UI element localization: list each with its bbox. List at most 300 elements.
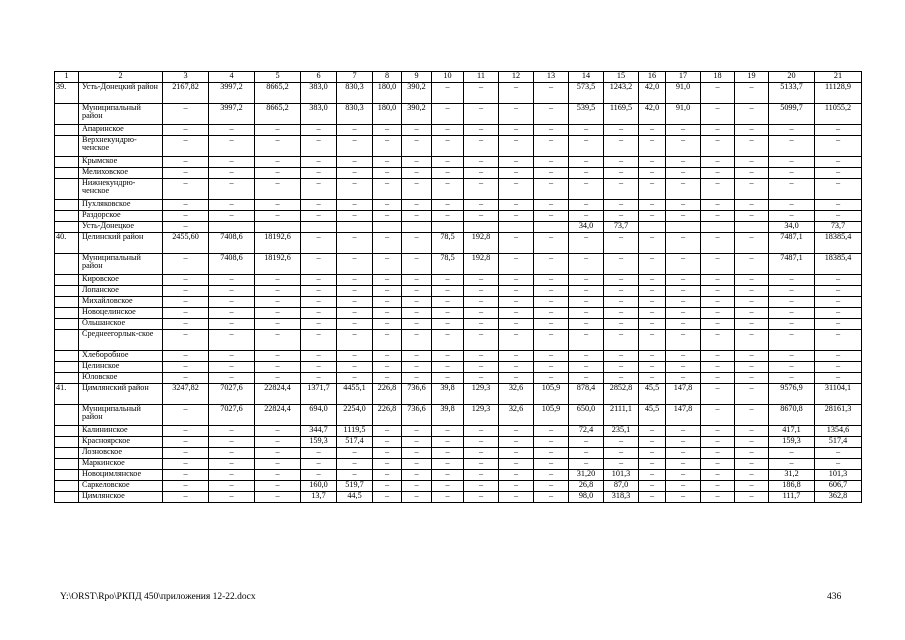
value-cell: – bbox=[534, 297, 569, 308]
value-cell: – bbox=[402, 373, 432, 384]
value-cell: – bbox=[464, 330, 499, 351]
value-cell: – bbox=[604, 136, 639, 157]
value-cell: – bbox=[499, 330, 534, 351]
territory-name: Муниципальный район bbox=[79, 405, 163, 426]
value-cell: 519,7 bbox=[337, 481, 373, 492]
value-cell: 8665,2 bbox=[255, 83, 301, 104]
territory-name: Усть-Донецкое bbox=[79, 222, 163, 233]
value-cell: – bbox=[499, 83, 534, 104]
value-cell: – bbox=[337, 351, 373, 362]
value-cell: – bbox=[815, 211, 862, 222]
value-cell: – bbox=[432, 104, 464, 125]
value-cell: – bbox=[534, 437, 569, 448]
row-number: 39. bbox=[55, 83, 79, 104]
value-cell: 539,5 bbox=[569, 104, 604, 125]
value-cell: 390,2 bbox=[402, 83, 432, 104]
value-cell: – bbox=[815, 136, 862, 157]
value-cell: 98,0 bbox=[569, 492, 604, 503]
value-cell: – bbox=[769, 275, 815, 286]
value-cell: – bbox=[604, 125, 639, 136]
value-cell: – bbox=[569, 168, 604, 179]
value-cell: – bbox=[402, 470, 432, 481]
value-cell: 32,6 bbox=[499, 384, 534, 405]
value-cell: 606,7 bbox=[815, 481, 862, 492]
value-cell: – bbox=[666, 426, 701, 437]
value-cell: – bbox=[815, 200, 862, 211]
table-row bbox=[55, 179, 862, 200]
value-cell: – bbox=[301, 297, 337, 308]
value-cell: – bbox=[373, 470, 402, 481]
value-cell: – bbox=[569, 373, 604, 384]
value-cell: – bbox=[534, 330, 569, 351]
column-header: 1 bbox=[55, 72, 79, 83]
value-cell: – bbox=[604, 254, 639, 275]
value-cell: – bbox=[402, 286, 432, 297]
table-row bbox=[55, 297, 862, 308]
territory-name: Муниципальный район bbox=[79, 254, 163, 275]
value-cell: – bbox=[769, 136, 815, 157]
value-cell: – bbox=[666, 297, 701, 308]
value-cell: – bbox=[769, 308, 815, 319]
value-cell: – bbox=[209, 157, 255, 168]
value-cell: – bbox=[301, 275, 337, 286]
value-cell: – bbox=[815, 297, 862, 308]
value-cell: – bbox=[701, 362, 735, 373]
value-cell: – bbox=[701, 373, 735, 384]
row-number bbox=[55, 104, 79, 125]
value-cell: 45,5 bbox=[639, 405, 666, 426]
table-row bbox=[55, 319, 862, 330]
value-cell: 26,8 bbox=[569, 481, 604, 492]
value-cell: – bbox=[301, 330, 337, 351]
value-cell: – bbox=[402, 297, 432, 308]
value-cell: – bbox=[701, 492, 735, 503]
column-header: 5 bbox=[255, 72, 301, 83]
row-number bbox=[55, 168, 79, 179]
value-cell: – bbox=[666, 136, 701, 157]
value-cell: – bbox=[301, 362, 337, 373]
value-cell: – bbox=[639, 459, 666, 470]
territory-name: Среднеегорлык-ское bbox=[79, 330, 163, 351]
row-number bbox=[55, 481, 79, 492]
value-cell: – bbox=[163, 200, 209, 211]
value-cell: – bbox=[815, 319, 862, 330]
value-cell: – bbox=[337, 459, 373, 470]
value-cell: – bbox=[402, 125, 432, 136]
value-cell: – bbox=[815, 286, 862, 297]
value-cell: 2167,82 bbox=[163, 83, 209, 104]
value-cell: – bbox=[639, 330, 666, 351]
table-row bbox=[55, 426, 862, 437]
value-cell: – bbox=[301, 125, 337, 136]
value-cell: 2455,60 bbox=[163, 233, 209, 254]
value-cell bbox=[432, 222, 464, 233]
value-cell: – bbox=[639, 179, 666, 200]
value-cell: – bbox=[402, 254, 432, 275]
territory-name: Новоцелинское bbox=[79, 308, 163, 319]
value-cell: – bbox=[569, 351, 604, 362]
territory-name: Цимлянское bbox=[79, 492, 163, 503]
value-cell: 31104,1 bbox=[815, 384, 862, 405]
value-cell: – bbox=[464, 157, 499, 168]
value-cell: 9576,9 bbox=[769, 384, 815, 405]
value-cell: – bbox=[432, 373, 464, 384]
value-cell: – bbox=[499, 373, 534, 384]
value-cell: – bbox=[569, 319, 604, 330]
value-cell: – bbox=[639, 136, 666, 157]
value-cell: 517,4 bbox=[337, 437, 373, 448]
value-cell: 105,9 bbox=[534, 384, 569, 405]
value-cell: – bbox=[639, 426, 666, 437]
value-cell: – bbox=[402, 200, 432, 211]
value-cell: 2254,0 bbox=[337, 405, 373, 426]
value-cell: – bbox=[402, 362, 432, 373]
value-cell: – bbox=[163, 373, 209, 384]
value-cell: – bbox=[432, 168, 464, 179]
value-cell: – bbox=[255, 330, 301, 351]
value-cell: – bbox=[769, 448, 815, 459]
row-number bbox=[55, 211, 79, 222]
value-cell: – bbox=[815, 330, 862, 351]
value-cell: – bbox=[534, 459, 569, 470]
value-cell: – bbox=[337, 254, 373, 275]
value-cell: – bbox=[337, 275, 373, 286]
value-cell: 650,0 bbox=[569, 405, 604, 426]
value-cell: – bbox=[666, 200, 701, 211]
value-cell: – bbox=[499, 437, 534, 448]
value-cell: – bbox=[163, 448, 209, 459]
value-cell: – bbox=[432, 157, 464, 168]
value-cell: – bbox=[464, 286, 499, 297]
value-cell: 73,7 bbox=[815, 222, 862, 233]
value-cell: – bbox=[769, 330, 815, 351]
value-cell: – bbox=[639, 362, 666, 373]
value-cell: – bbox=[639, 157, 666, 168]
value-cell: – bbox=[209, 168, 255, 179]
value-cell: – bbox=[639, 297, 666, 308]
value-cell: – bbox=[373, 459, 402, 470]
value-cell: – bbox=[464, 362, 499, 373]
value-cell: – bbox=[534, 470, 569, 481]
value-cell: – bbox=[373, 157, 402, 168]
value-cell: 18385,4 bbox=[815, 254, 862, 275]
value-cell: – bbox=[163, 481, 209, 492]
value-cell: – bbox=[464, 104, 499, 125]
value-cell: – bbox=[337, 233, 373, 254]
value-cell: – bbox=[163, 211, 209, 222]
value-cell: – bbox=[163, 319, 209, 330]
territory-name: Апаринское bbox=[79, 125, 163, 136]
value-cell: – bbox=[163, 222, 209, 233]
territory-name: Верхнекундрю-ченское bbox=[79, 136, 163, 157]
value-cell: 3997,2 bbox=[209, 83, 255, 104]
value-cell: – bbox=[666, 179, 701, 200]
value-cell: 18192,6 bbox=[255, 254, 301, 275]
value-cell bbox=[735, 222, 769, 233]
value-cell: – bbox=[337, 168, 373, 179]
value-cell: 18192,6 bbox=[255, 233, 301, 254]
value-cell: – bbox=[769, 200, 815, 211]
territory-name: Саркеловское bbox=[79, 481, 163, 492]
value-cell: – bbox=[209, 136, 255, 157]
row-number bbox=[55, 362, 79, 373]
value-cell: 5133,7 bbox=[769, 83, 815, 104]
value-cell bbox=[373, 222, 402, 233]
territory-name: Хлеборобное bbox=[79, 351, 163, 362]
value-cell: – bbox=[604, 459, 639, 470]
value-cell: – bbox=[499, 233, 534, 254]
value-cell: – bbox=[499, 125, 534, 136]
value-cell: – bbox=[534, 125, 569, 136]
value-cell: – bbox=[735, 384, 769, 405]
column-header: 17 bbox=[666, 72, 701, 83]
table-row bbox=[55, 437, 862, 448]
table-row bbox=[55, 168, 862, 179]
value-cell: 186,8 bbox=[769, 481, 815, 492]
value-cell: – bbox=[373, 319, 402, 330]
value-cell: – bbox=[666, 275, 701, 286]
value-cell: 101,3 bbox=[604, 470, 639, 481]
value-cell: 7027,6 bbox=[209, 384, 255, 405]
value-cell: – bbox=[499, 200, 534, 211]
value-cell bbox=[639, 222, 666, 233]
value-cell: – bbox=[301, 157, 337, 168]
value-cell: – bbox=[373, 492, 402, 503]
value-cell: – bbox=[569, 459, 604, 470]
value-cell: – bbox=[666, 437, 701, 448]
value-cell: 91,0 bbox=[666, 83, 701, 104]
value-cell: – bbox=[639, 254, 666, 275]
value-cell: – bbox=[373, 481, 402, 492]
value-cell: – bbox=[464, 492, 499, 503]
row-number bbox=[55, 275, 79, 286]
value-cell: – bbox=[604, 351, 639, 362]
value-cell: – bbox=[604, 362, 639, 373]
value-cell: – bbox=[373, 373, 402, 384]
value-cell: 32,6 bbox=[499, 405, 534, 426]
value-cell: – bbox=[569, 297, 604, 308]
value-cell bbox=[499, 222, 534, 233]
table-row bbox=[55, 481, 862, 492]
value-cell: – bbox=[464, 275, 499, 286]
value-cell: – bbox=[373, 179, 402, 200]
row-number bbox=[55, 492, 79, 503]
value-cell: – bbox=[499, 426, 534, 437]
value-cell: – bbox=[735, 437, 769, 448]
footer-page-number: 436 bbox=[827, 592, 842, 602]
value-cell: – bbox=[769, 319, 815, 330]
value-cell: – bbox=[639, 437, 666, 448]
value-cell: – bbox=[534, 157, 569, 168]
value-cell: – bbox=[701, 330, 735, 351]
value-cell: – bbox=[666, 362, 701, 373]
value-cell: – bbox=[604, 211, 639, 222]
value-cell: 7027,6 bbox=[209, 405, 255, 426]
value-cell: – bbox=[604, 308, 639, 319]
row-number bbox=[55, 437, 79, 448]
value-cell: – bbox=[337, 448, 373, 459]
value-cell: – bbox=[666, 459, 701, 470]
value-cell: – bbox=[301, 233, 337, 254]
value-cell: – bbox=[639, 211, 666, 222]
value-cell: – bbox=[163, 125, 209, 136]
value-cell: – bbox=[701, 233, 735, 254]
value-cell: – bbox=[209, 362, 255, 373]
value-cell: – bbox=[337, 179, 373, 200]
value-cell: – bbox=[209, 459, 255, 470]
row-number bbox=[55, 373, 79, 384]
value-cell: – bbox=[701, 470, 735, 481]
value-cell: 101,3 bbox=[815, 470, 862, 481]
value-cell: – bbox=[534, 136, 569, 157]
value-cell: – bbox=[666, 286, 701, 297]
value-cell: – bbox=[735, 179, 769, 200]
value-cell: – bbox=[499, 286, 534, 297]
value-cell: 736,6 bbox=[402, 384, 432, 405]
value-cell: – bbox=[464, 297, 499, 308]
value-cell: – bbox=[569, 136, 604, 157]
value-cell: – bbox=[373, 308, 402, 319]
value-cell: – bbox=[701, 308, 735, 319]
table-row bbox=[55, 373, 862, 384]
value-cell: – bbox=[499, 319, 534, 330]
value-cell: 11055,2 bbox=[815, 104, 862, 125]
value-cell: – bbox=[666, 351, 701, 362]
value-cell: 42,0 bbox=[639, 83, 666, 104]
value-cell: – bbox=[464, 481, 499, 492]
value-cell: – bbox=[639, 470, 666, 481]
value-cell: – bbox=[464, 351, 499, 362]
value-cell: – bbox=[432, 437, 464, 448]
value-cell: – bbox=[209, 373, 255, 384]
value-cell: – bbox=[815, 459, 862, 470]
value-cell: – bbox=[534, 492, 569, 503]
value-cell: – bbox=[432, 481, 464, 492]
value-cell: – bbox=[499, 297, 534, 308]
value-cell: – bbox=[666, 157, 701, 168]
value-cell: 105,9 bbox=[534, 405, 569, 426]
value-cell: 147,8 bbox=[666, 405, 701, 426]
row-number bbox=[55, 125, 79, 136]
value-cell: – bbox=[769, 297, 815, 308]
value-cell: – bbox=[701, 405, 735, 426]
value-cell: – bbox=[163, 426, 209, 437]
value-cell: 159,3 bbox=[769, 437, 815, 448]
value-cell: – bbox=[534, 373, 569, 384]
value-cell: 226,8 bbox=[373, 405, 402, 426]
territory-name: Крымское bbox=[79, 157, 163, 168]
value-cell: – bbox=[604, 286, 639, 297]
territory-name: Нижнекундрю-ченское bbox=[79, 179, 163, 200]
value-cell: – bbox=[701, 481, 735, 492]
value-cell: 7408,6 bbox=[209, 254, 255, 275]
value-cell: – bbox=[499, 168, 534, 179]
value-cell: – bbox=[163, 437, 209, 448]
value-cell: – bbox=[209, 470, 255, 481]
value-cell: – bbox=[432, 308, 464, 319]
value-cell: – bbox=[373, 426, 402, 437]
value-cell: – bbox=[569, 179, 604, 200]
value-cell: 28161,3 bbox=[815, 405, 862, 426]
value-cell: 73,7 bbox=[604, 222, 639, 233]
value-cell: – bbox=[402, 275, 432, 286]
value-cell: – bbox=[373, 136, 402, 157]
value-cell: – bbox=[464, 125, 499, 136]
value-cell: – bbox=[337, 319, 373, 330]
value-cell: – bbox=[534, 481, 569, 492]
column-header: 6 bbox=[301, 72, 337, 83]
column-header: 8 bbox=[373, 72, 402, 83]
value-cell: – bbox=[735, 481, 769, 492]
value-cell: – bbox=[255, 481, 301, 492]
value-cell: 44,5 bbox=[337, 492, 373, 503]
value-cell: – bbox=[373, 254, 402, 275]
value-cell bbox=[402, 222, 432, 233]
value-cell: – bbox=[301, 470, 337, 481]
table-row bbox=[55, 492, 862, 503]
value-cell: – bbox=[432, 330, 464, 351]
value-cell: – bbox=[255, 351, 301, 362]
territory-name: Муниципальный район bbox=[79, 104, 163, 125]
value-cell: – bbox=[255, 362, 301, 373]
value-cell: – bbox=[604, 330, 639, 351]
value-cell: – bbox=[432, 492, 464, 503]
table-row bbox=[55, 330, 862, 351]
value-cell: – bbox=[373, 275, 402, 286]
value-cell: – bbox=[464, 168, 499, 179]
value-cell: – bbox=[735, 470, 769, 481]
value-cell: 7408,6 bbox=[209, 233, 255, 254]
value-cell: 31,2 bbox=[769, 470, 815, 481]
value-cell: 129,3 bbox=[464, 405, 499, 426]
value-cell: 39,8 bbox=[432, 384, 464, 405]
territory-name: Мелиховское bbox=[79, 168, 163, 179]
value-cell: – bbox=[534, 362, 569, 373]
value-cell: – bbox=[255, 179, 301, 200]
value-cell: – bbox=[735, 254, 769, 275]
value-cell: – bbox=[666, 448, 701, 459]
value-cell: – bbox=[701, 286, 735, 297]
table-row bbox=[55, 308, 862, 319]
value-cell: – bbox=[432, 179, 464, 200]
value-cell: – bbox=[402, 168, 432, 179]
value-cell: – bbox=[639, 308, 666, 319]
value-cell: – bbox=[432, 83, 464, 104]
value-cell: – bbox=[569, 157, 604, 168]
value-cell: – bbox=[569, 362, 604, 373]
footer-file-path: Y:\ORST\Rpo\РКПД 450\приложения 12-22.docx bbox=[60, 592, 256, 602]
value-cell: 72,4 bbox=[569, 426, 604, 437]
value-cell: – bbox=[163, 351, 209, 362]
row-number bbox=[55, 470, 79, 481]
value-cell: – bbox=[209, 319, 255, 330]
row-number bbox=[55, 426, 79, 437]
table-row bbox=[55, 104, 862, 125]
value-cell: – bbox=[402, 319, 432, 330]
value-cell: 517,4 bbox=[815, 437, 862, 448]
value-cell: 344,7 bbox=[301, 426, 337, 437]
value-cell: – bbox=[373, 125, 402, 136]
value-cell: – bbox=[163, 168, 209, 179]
value-cell: – bbox=[639, 481, 666, 492]
value-cell: – bbox=[464, 179, 499, 200]
value-cell: – bbox=[337, 125, 373, 136]
value-cell: – bbox=[255, 492, 301, 503]
value-cell: – bbox=[569, 233, 604, 254]
value-cell: – bbox=[499, 481, 534, 492]
value-cell: – bbox=[209, 200, 255, 211]
value-cell: – bbox=[301, 351, 337, 362]
